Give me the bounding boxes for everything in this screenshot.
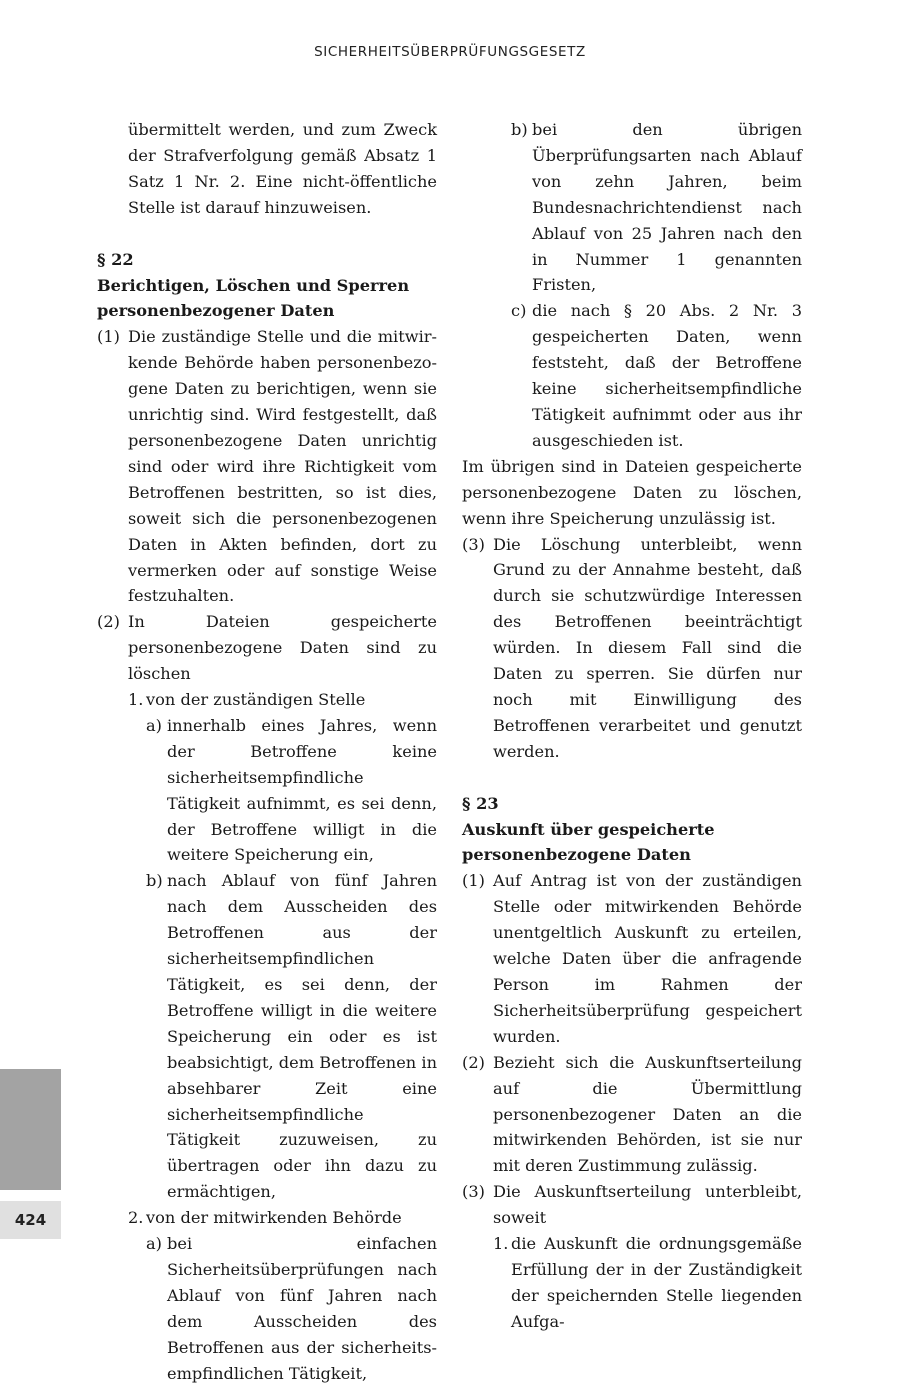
item-text: von der mitwirkenden Behörde — [146, 1208, 402, 1228]
list-item-2b — [462, 117, 802, 298]
item-text: von der zuständigen Stelle — [146, 690, 366, 710]
paragraph-text: In Dateien gespeicherte personenbezogene Daten sind zu löschen — [128, 612, 437, 684]
left-column — [97, 117, 437, 1387]
paragraph-label: (3) — [462, 534, 485, 554]
paragraph-22-1 — [97, 324, 437, 609]
item-label: a) — [146, 1234, 162, 1254]
item-label: 1. — [128, 690, 144, 710]
list-item-2a — [97, 1231, 437, 1386]
paragraph-text: Die Auskunftserteilung unterbleibt, soweit — [493, 1182, 802, 1228]
item-label: c) — [511, 301, 527, 321]
section-22-number: § 22 — [97, 249, 134, 269]
paragraph-text: Die Löschung unterbleibt, wenn Grund zu der Annahme besteht, daß durch sie schutzwürdige Interessen des Betroffenen beeinträchtigt würden. In diesem Fall sind die Daten zu sperren. Sie dürfen nur noch mit Einwilligung des Betroffenen verarbeitet und genutzt werden. — [493, 534, 802, 761]
section-23-title: Auskunft über gespeicherte personenbezogene Daten — [462, 819, 715, 865]
page-number: 424 — [0, 1201, 61, 1239]
chapter-thumb-tab — [0, 1069, 61, 1190]
right-column — [462, 117, 802, 1335]
im-uebrigen-paragraph: Im übrigen sind in Dateien gespeicherte personenbezogene Daten zu löschen, wenn ihre Speicherung unzulässig ist. — [462, 456, 802, 528]
paragraph-label: (2) — [462, 1052, 485, 1072]
paragraph-label: (1) — [462, 871, 485, 891]
item-text: nach Ablauf von fünf Jahren nach dem Ausscheiden des Betroffenen aus der sicherheitsempfindlichen Tätigkeit, es sei denn, der Betroffene willigt in die weitere Speicherung ein oder es ist beabsichtigt, dem Betroffenen in absehbarer Zeit eine sicherheitsempfindliche Tätigkeit zuzuweisen, zu übertragen oder ihn dazu zu ermächtigen, — [167, 871, 437, 1202]
section-22-title: Berichtigen, Löschen und Sperren personenbezogener Daten — [97, 275, 410, 321]
item-text: innerhalb eines Jahres, wenn der Betroffene keine sicherheitsempfindliche Tätigkeit aufnimmt, es sei denn, der Betroffene willigt in die weitere Speicherung ein, — [167, 715, 437, 865]
item-label: b) — [146, 871, 163, 891]
paragraph-23-2 — [462, 1050, 802, 1180]
item-label: 1. — [493, 1234, 509, 1254]
list-item-1 — [97, 687, 437, 713]
paragraph-text: Die zuständige Stelle und die mitwirkende Behörde haben personenbezogene Daten zu berichtigen, wenn sie unrichtig sind. Wird festgestellt, daß personenbezogene Daten unrichtig sind oder wird ihre Richtigkeit vom Betroffenen bestritten, so ist dies, soweit sich die personenbezogenen Daten in Akten befinden, dort zu vermerken oder auf sonstige Weise festzuhalten. — [128, 327, 437, 606]
paragraph-22-3 — [462, 532, 802, 765]
item-text: bei den übrigen Überprüfungsarten nach Ablauf von zehn Jahren, beim Bundesnachrichtendienst nach Ablauf von 25 Jahren nach den in Nummer 1 genannten Fristen, — [532, 120, 802, 295]
paragraph-22-2 — [97, 609, 437, 687]
paragraph-label: (3) — [462, 1182, 485, 1202]
list-item-1b — [97, 868, 437, 1205]
paragraph-text: Auf Antrag ist von der zuständigen Stelle oder mitwirkenden Behörde unentgeltlich Auskunft zu erteilen, welche Daten über die anfragende Person im Rahmen der Sicherheitsüberprüfung gespeichert wurden. — [493, 871, 802, 1046]
item-text: die nach § 20 Abs. 2 Nr. 3 gespeicherten Daten, wenn feststeht, daß der Betroffene keine sicherheitsempfindliche Tätigkeit aufnimmt oder aus ihr ausgeschieden ist. — [532, 301, 802, 450]
item-label: b) — [511, 120, 528, 139]
item-text: die Auskunft die ordnungsgemäße Erfüllung der in der Zuständigkeit der speichernden Stelle liegenden Aufga- — [511, 1234, 802, 1331]
section-23-number: § 23 — [462, 793, 499, 813]
paragraph-text: Bezieht sich die Auskunftserteilung auf die Übermittlung personenbezogener Daten an die mitwirkenden Behörden, ist sie nur mit deren Zustimmung zulässig. — [493, 1052, 802, 1176]
list-item-1a — [97, 713, 437, 868]
paragraph-23-1 — [462, 868, 802, 1049]
intro-paragraph: übermittelt werden, und zum Zweck der Strafverfolgung gemäß Absatz 1 Satz 1 Nr. 2. Eine nicht-öffentliche Stelle ist darauf hinzuweisen. — [128, 120, 437, 217]
paragraph-label: (2) — [97, 612, 120, 632]
list-item-2 — [97, 1205, 437, 1231]
item-text: bei einfachen Sicherheitsüberprüfungen nach Ablauf von fünf Jahren nach dem Ausscheiden des Betroffenen aus der sicherheitsempfindlichen Tätigkeit, — [167, 1234, 437, 1383]
paragraph-23-3 — [462, 1179, 802, 1231]
list-item-23-3-1 — [462, 1231, 802, 1335]
paragraph-label: (1) — [97, 327, 120, 347]
item-label: 2. — [128, 1208, 144, 1228]
list-item-2c — [462, 298, 802, 453]
item-label: a) — [146, 715, 162, 735]
running-header: SICHERHEITSÜBERPRÜFUNGSGESETZ — [314, 44, 586, 60]
